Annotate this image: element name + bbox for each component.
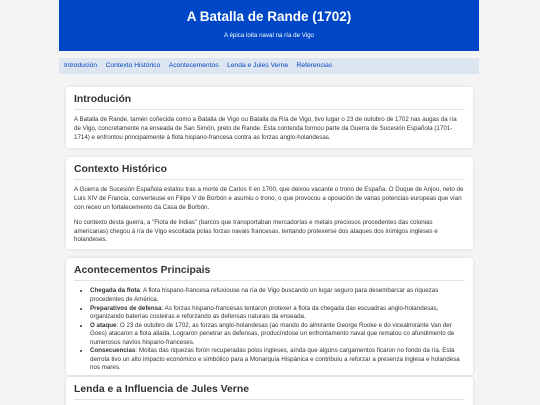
top-nav <box>59 58 479 74</box>
site-header <box>59 0 479 51</box>
nav-link-introducion[interactable]: Introdución <box>64 62 98 70</box>
list-item <box>90 287 465 304</box>
section-paragraph: No contexto desta guerra, a "Flota de Indias" (barcos que transportaban mercadorías e metais preciosos procedentes das colonias americanas) chegou á ría de Vigo escoltada polas forzas navais francesas, tentando protexerse dos ataques dos inimigos ingleses e holandeses. <box>74 219 438 244</box>
nav-link-referencias[interactable]: Referencias <box>296 62 333 70</box>
list-item-text: : O 23 de outubro de 1702, as forzas anglo-holandesas (ao mando do almirante George Rooke e do vicealmirante Van der Goes) atacaron a flota aliada. Lograron penetrar as defensas, producíndose un enfrontamento naval que rematou co afundimento de numerosos navíos hispano-franceses. <box>90 321 455 346</box>
list-item-text: : As forzas hispano-francesas tentaron protexer a flota da chegada das escuadras anglo-holandesas, organizando baterías costeiras e reforzando as defensas naturais da enseada. <box>90 304 439 321</box>
section-title: Contexto Histórico <box>74 164 465 180</box>
section-paragraph: A Guerra de Sucesión Española estalou tras a morte de Carlos II en 1700, que deixou vacante o trono de España. O Duque de Anjou, neto de Luís XIV de Francia, converteuse en Filipe V de Borbón e asumiu o trono, o que provocou a oposición de varias potencias europeas que vían con receo un fortalecemento da Casa de Borbón. <box>74 186 464 211</box>
list-item-term: Preparativos de defensa <box>90 304 162 312</box>
list-item-text: : A flota hispano-francesa refuxiouse na ría de Vigo buscando un lugar seguro para desembarcar as riquezas procedentes de América. <box>90 287 439 304</box>
list-item-text: : Moitas das riquezas foron recuperadas polos ingleses, aínda que algúns cargamentos ficaron no fondo da ría. Esta derrota tivo un alto impacto económico e simbólico para a Monarquía Hispánica e contribuíu a reforzar a presenza inglesa e holandesa nos mares. <box>90 347 460 372</box>
nav-link-acontecementos[interactable]: Acontecementos <box>168 62 219 70</box>
page-title: A Batalla de Rande (1702) <box>186 9 352 24</box>
section-title: Lenda e a Influencia de Jules Verne <box>74 384 465 400</box>
section-introducion <box>66 87 473 148</box>
nav-link-contexto[interactable]: Contexto Histórico <box>105 62 161 70</box>
section-contexto <box>66 157 473 249</box>
list-item <box>90 347 465 373</box>
section-acontecementos <box>66 258 473 375</box>
list-item <box>90 322 465 348</box>
list-item-term: Consecuencias <box>90 347 136 355</box>
page-subtitle: A épica loita naval na ría de Vigo <box>223 32 314 40</box>
section-title: Acontecementos Principais <box>74 265 465 281</box>
section-paragraph: A Batalla de Rande, tamén coñecida como a Batalla de Vigo ou Batalla da Ría de Vigo, tivo lugar o 23 de outubro de 1702 nas augas da ría de Vigo, concretamente na enseada de San Simón, preto de Rande. Esta contenda formou parte da Guerra de Sucesión Española (1701-1714) e enfrontou principalmente á flota hispano-francesa contra as forzas anglo-holandesas. <box>74 116 457 141</box>
events-list <box>74 287 465 372</box>
list-item-term: Chegada da flota <box>90 287 140 295</box>
section-title: Introdución <box>74 94 465 110</box>
list-item <box>90 305 465 322</box>
list-item-term: O ataque <box>90 321 117 329</box>
nav-link-lenda[interactable]: Lenda e Jules Verne <box>227 62 289 70</box>
section-lenda <box>66 377 473 405</box>
